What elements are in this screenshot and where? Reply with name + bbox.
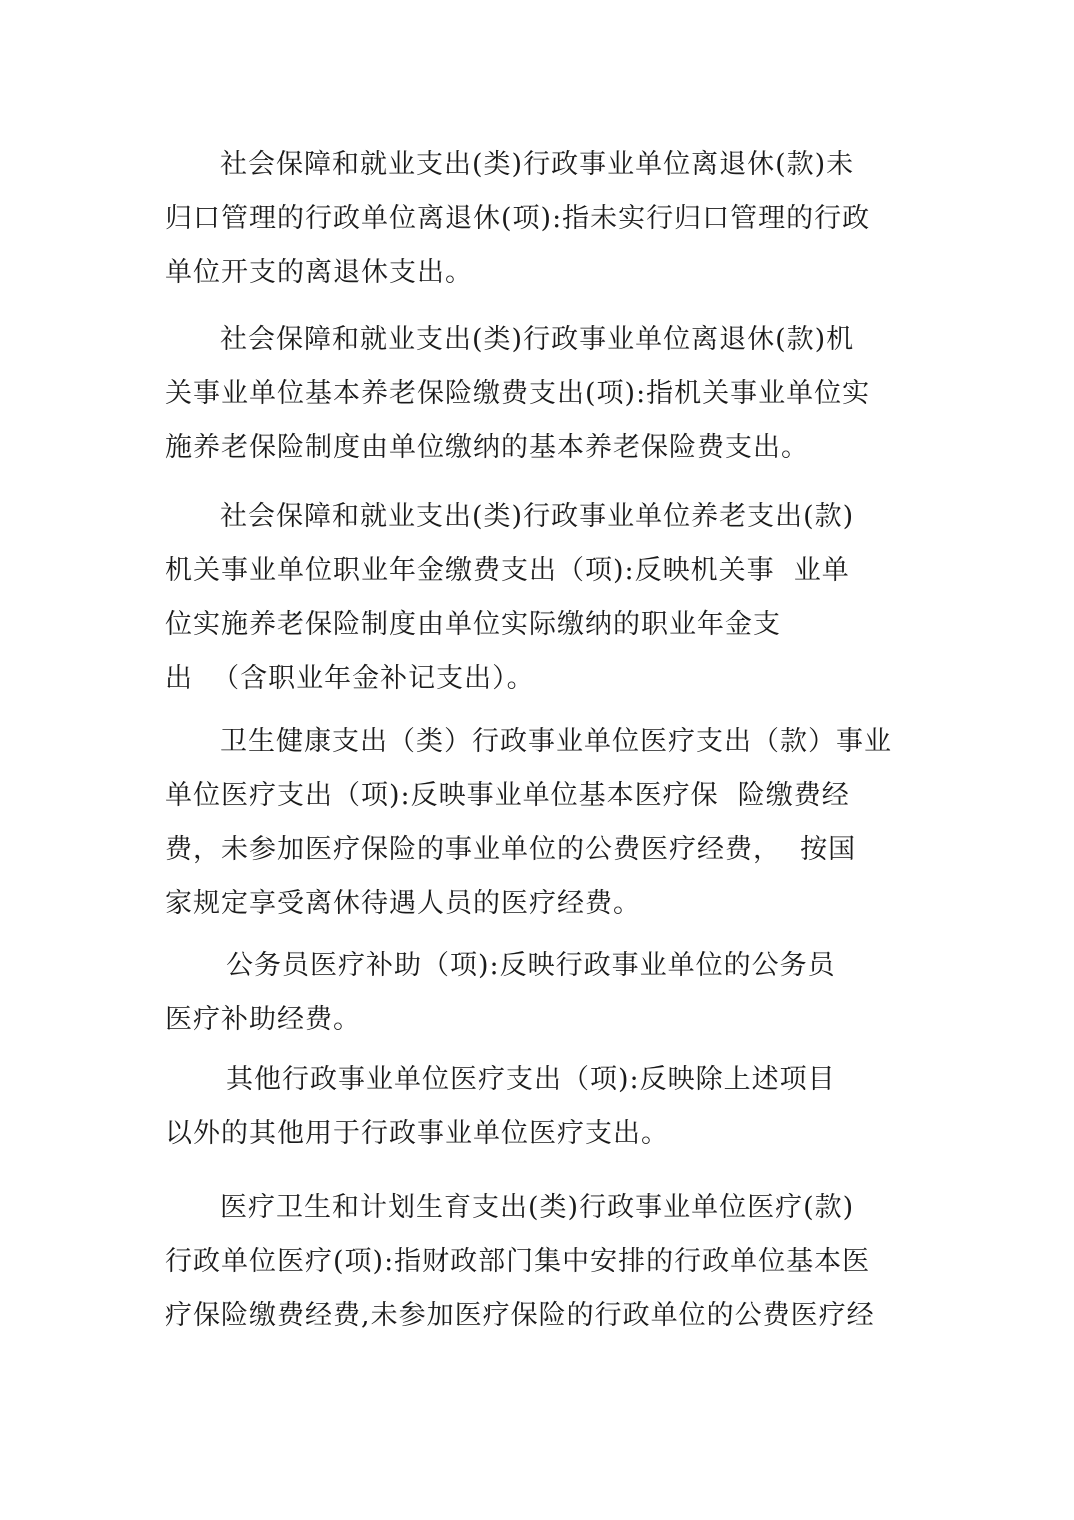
paragraph-7-line-2: 行政单位医疗(项):指财政部门集中安排的行政单位基本医 [165, 1246, 871, 1277]
paragraph-4-line-4: 家规定享受离休待遇人员的医疗经费。 [165, 888, 641, 919]
paragraph-1-line-2: 归口管理的行政单位离退休(项):指未实行归口管理的行政 [165, 203, 871, 234]
paragraph-1-line-1: 社会保障和就业支出(类)行政事业单位离退休(款)未 [220, 149, 855, 180]
paragraph-3-line-3: 位实施养老保险制度由单位实际缴纳的职业年金支 [165, 609, 781, 640]
paragraph-4-line-2: 单位医疗支出（项):反映事业单位基本医疗保 险缴费经 [165, 780, 850, 811]
paragraph-1-line-3: 单位开支的离退休支出。 [165, 257, 473, 288]
paragraph-5-line-1: 公务员医疗补助（项):反映行政事业单位的公务员 [226, 950, 836, 981]
paragraph-5-line-2: 医疗补助经费。 [165, 1004, 361, 1035]
paragraph-6-line-2: 以外的其他用于行政事业单位医疗支出。 [165, 1118, 669, 1149]
paragraph-2-line-2: 关事业单位基本养老保险缴费支出(项):指机关事业单位实 [165, 378, 871, 409]
paragraph-3-line-4: 出 （含职业年金补记支出）。 [165, 663, 535, 694]
paragraph-7-line-1: 医疗卫生和计划生育支出(类)行政事业单位医疗(款) [220, 1192, 855, 1223]
paragraph-7-line-3: 疗保险缴费经费,未参加医疗保险的行政单位的公费医疗经 [165, 1300, 875, 1331]
paragraph-4-line-3: 费，未参加医疗保险的事业单位的公费医疗经费， 按国 [165, 834, 857, 865]
paragraph-2-line-1: 社会保障和就业支出(类)行政事业单位离退休(款)机 [220, 324, 855, 355]
paragraph-2-line-3: 施养老保险制度由单位缴纳的基本养老保险费支出。 [165, 432, 809, 463]
paragraph-3-line-1: 社会保障和就业支出(类)行政事业单位养老支出(款) [220, 501, 855, 532]
paragraph-4-line-1: 卫生健康支出（类）行政事业单位医疗支出（款）事业 [220, 726, 892, 757]
paragraph-3-line-2: 机关事业单位职业年金缴费支出（项):反映机关事 业单 [165, 555, 850, 586]
paragraph-6-line-1: 其他行政事业单位医疗支出（项):反映除上述项目 [226, 1064, 836, 1095]
